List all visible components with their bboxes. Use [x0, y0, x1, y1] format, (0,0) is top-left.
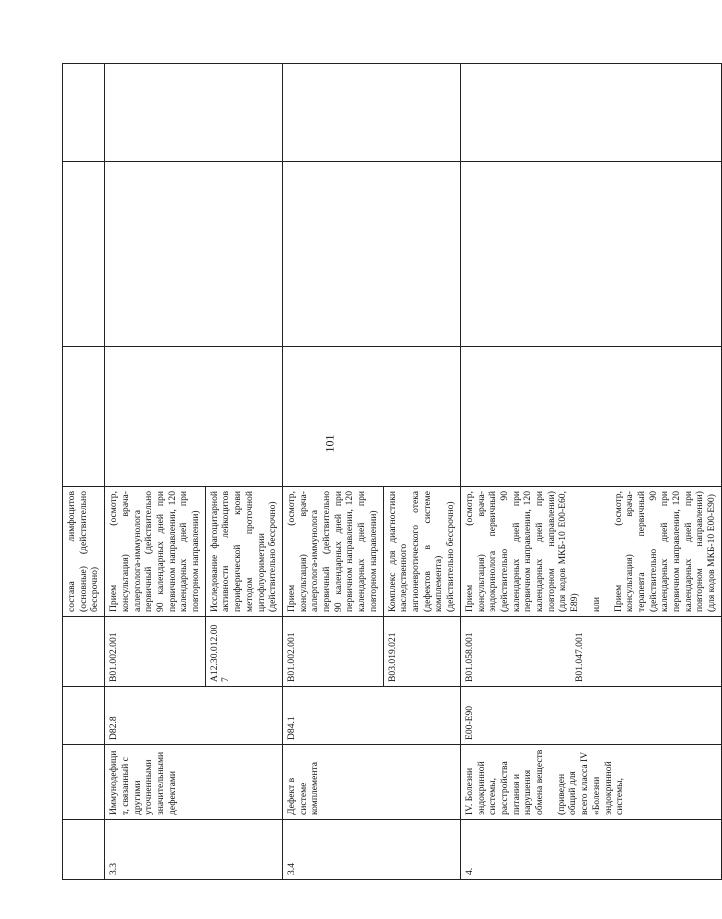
table-cell: [63, 347, 105, 487]
table-cell: [63, 745, 105, 820]
row-number-cell: 3.4: [282, 820, 460, 880]
row-number-cell: 3.3: [105, 820, 283, 880]
table-cell: [105, 162, 283, 347]
class-heading: IV. Болезни эндокринной системы, расстройства питания и нарушения обмена веществ: [463, 749, 546, 815]
service-code-cell: [460, 617, 721, 687]
table-cell: [282, 347, 460, 487]
table-row: [63, 64, 105, 880]
service-code-cell: B01.002.001: [105, 617, 206, 687]
service-code-cell: B03.019.021: [383, 617, 460, 687]
mkb-code-cell: E00-E90: [460, 687, 721, 745]
disease-name-cell: Иммунодефицит, связанный с другими уточненными значительными дефектами: [105, 745, 283, 820]
class-note: (приведен общий для всего класса IV «Болезни эндокринной системы,: [555, 752, 626, 815]
table-cell: [63, 162, 105, 347]
page-number: 101: [322, 434, 337, 453]
table-cell: [282, 64, 460, 162]
mkb-code-cell: D84.1: [282, 687, 460, 745]
service-code-cell: B01.002.001: [282, 617, 383, 687]
table-row: [460, 64, 721, 880]
service-name-cell: Прием (осмотр, консультация) врача-аллерголога-иммунолога первичный (действительно 90 календарных дней при первичном направлении, 120 календарных дней при повторном направлении): [105, 487, 206, 617]
service-text-1: Прием (осмотр, консультация) врача-эндокринолога первичный (действительно 90 календарных дней при первичном направлении, 120 календарных дней при повторном направлении) (для кодов МКБ-10 E00-E60, E89): [463, 491, 581, 612]
service-code-cell: A12.30.012.007: [205, 617, 282, 687]
table-cell: [460, 162, 721, 347]
disease-name-cell: [460, 745, 721, 820]
rotated-table-wrapper: [62, 64, 718, 880]
table-cell: [63, 820, 105, 880]
service-name-cell: [460, 487, 721, 617]
service-name-cell: Комплекс для диагностики наследственного ангионевротического отека (дефектов в системе комплемента) (действительно бессрочно): [383, 487, 460, 617]
mkb-code-cell: D82.8: [105, 687, 283, 745]
table-cell: [63, 64, 105, 162]
table-cell: [63, 617, 105, 687]
service-name-cell: состава лимфоцитов (основные) (действительно бессрочно): [63, 487, 105, 617]
table-cell: [460, 347, 721, 487]
service-code-2: B01.047.001: [573, 632, 585, 682]
table-row: [105, 64, 206, 880]
table-cell: [105, 347, 283, 487]
table-cell: [282, 162, 460, 347]
services-table: [62, 63, 722, 880]
service-code-1: B01.058.001: [463, 632, 475, 682]
service-name-cell: Исследование фагоцитарной активности лейкоцитов периферической крови методом проточной цитофлуориметрии (действительно бессрочно): [205, 487, 282, 617]
or-text: или: [590, 596, 602, 612]
table-cell: [105, 64, 283, 162]
disease-name-cell: Дефект в системе комплемента: [282, 745, 460, 820]
service-name-cell: Прием (осмотр, консультация) врача-аллерголога-иммунолога первичный (действительно 90 календарных дней при первичном направлении, 120 календарных дней при повторном направлении): [282, 487, 383, 617]
table-row: [282, 64, 383, 880]
row-number-cell: 4.: [460, 820, 721, 880]
service-text-2: Прием (осмотр, консультация) врача-терапевта первичный (действительно 90 календарных дней при первичном направлении, 120 календарных дней при повторном направлении) (для кодов МКБ-10 E00-E90): [612, 491, 718, 612]
table-cell: [63, 687, 105, 745]
table-cell: [460, 64, 721, 162]
